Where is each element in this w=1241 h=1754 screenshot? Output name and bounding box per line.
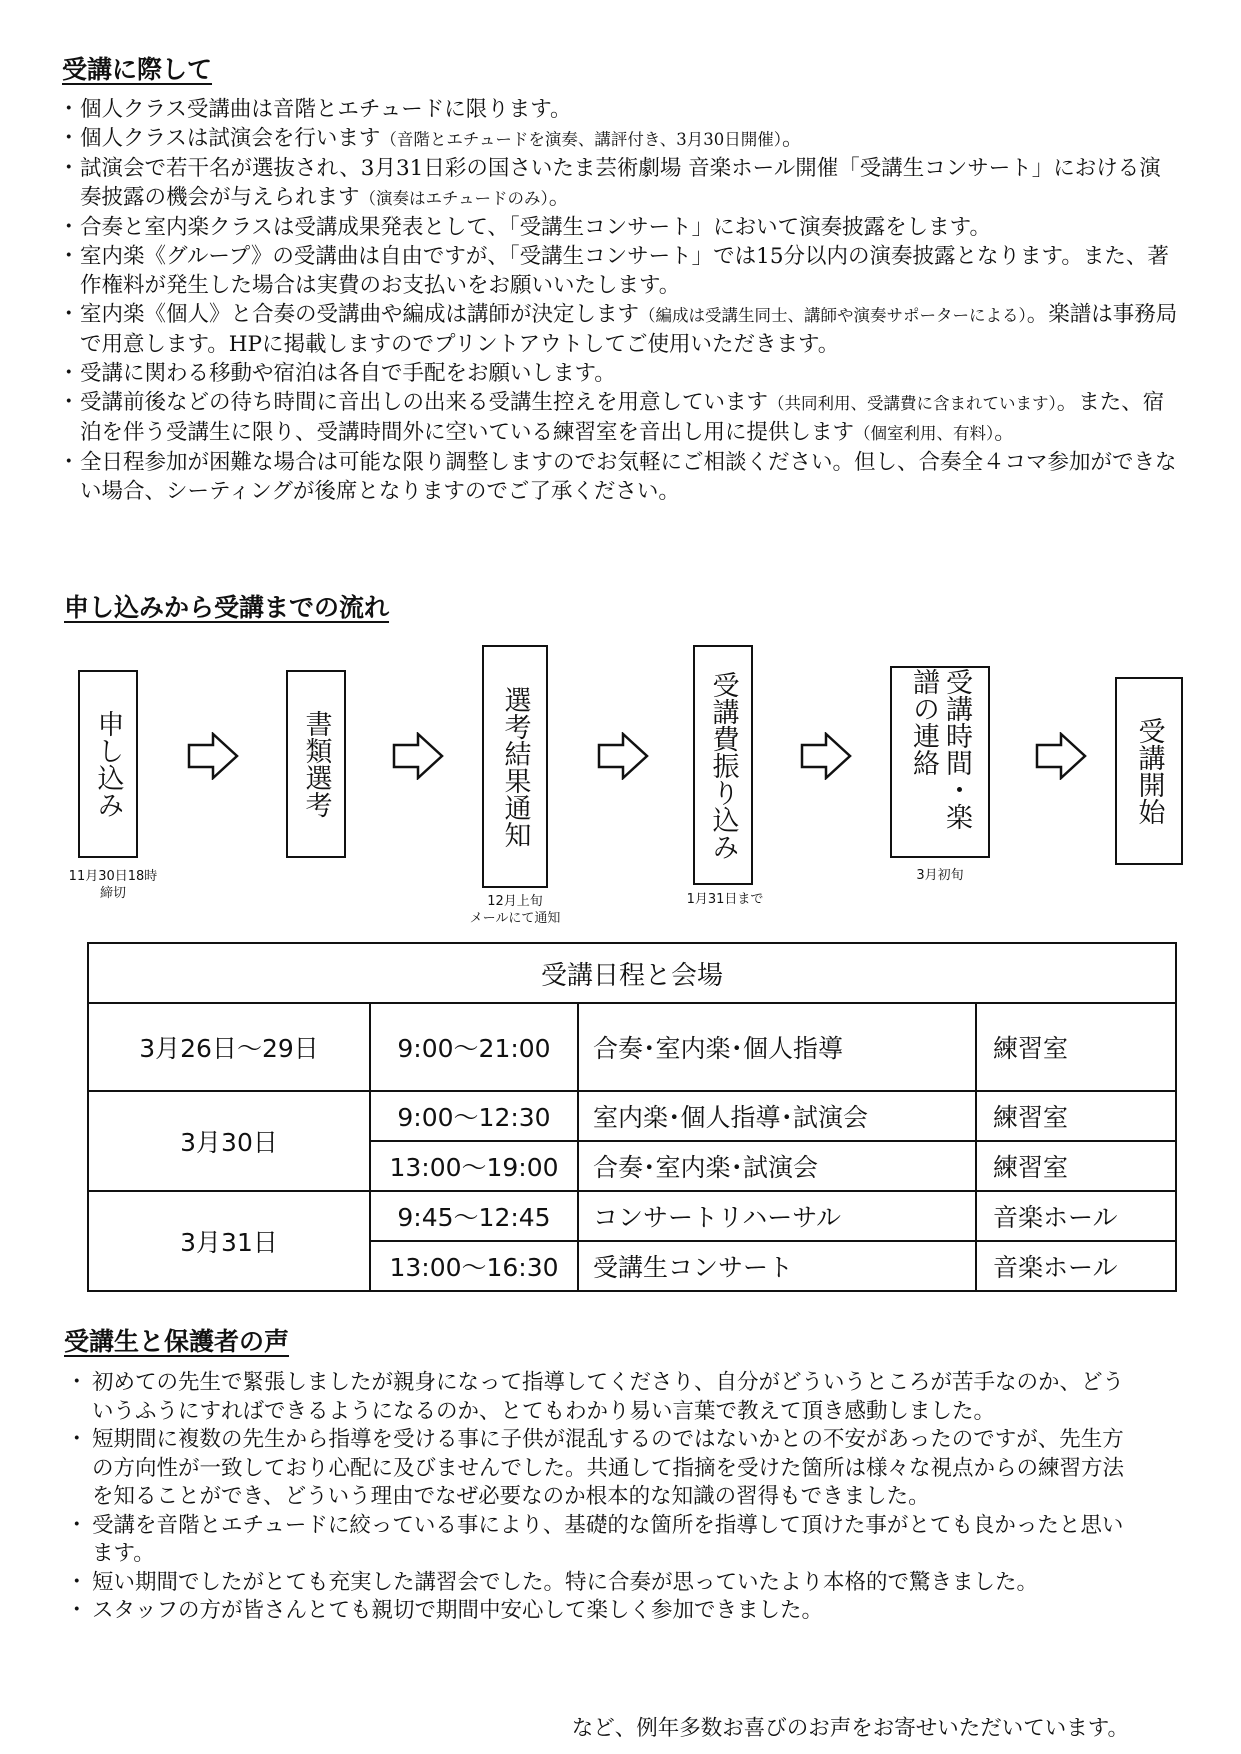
closing-text: など、例年多数お喜びのお声をお寄せいただいています。 [571,1716,1129,1741]
section-heading-flow: 申し込みから受講までの流れ [64,593,390,622]
list-item: ・ 全日程参加が困難な場合は可能な限り調整しますのでお気軽にご相談ください。但し、合奏全４コマ参加ができない場合、シーティングが後席となりますのでご了承ください。 [62,448,1180,506]
flow-step-start: 受講開始 [1115,677,1183,865]
table-row: 13:00～16:30 受講生コンサート 音楽ホール [88,1241,1176,1291]
table-row: 3月31日 9:45～12:45 コンサートリハーサル 音楽ホール [88,1191,1176,1241]
arrow-right-icon [597,732,649,780]
flow-step-contact: 受講時間・楽譜の連絡 [890,666,990,858]
flow-note-deadline: 11月30日18時 締切 [68,869,158,901]
list-item: ・ 室内楽《グループ》の受講曲は自由ですが、「受講生コンサート」では15分以内の演奏披露となります。また、著作権料が発生した場合は実費のお支払いをお願いいたします。 [62,242,1180,300]
flow-step-screening: 書類選考 [286,670,346,858]
section-heading-precautions: 受講に際して [62,55,213,84]
table-row: 3月30日 9:00～12:30 室内楽･個人指導･試演会 練習室 [88,1091,1176,1141]
section-heading-voices: 受講生と保護者の声 [64,1327,290,1356]
list-item: ・ スタッフの方が皆さんとても親切で期間中安心して楽しく参加できました。 [70,1597,1150,1626]
flow-step-payment: 受講費振り込み [693,645,753,885]
list-item: ・ 受講を音階とエチュードに絞っている事により、基礎的な箇所を指導して頂けた事がとても良かったと思います。 [70,1512,1142,1569]
list-item: ・ 短期間に複数の先生から指導を受ける事に子供が混乱するのではないかとの不安があったのですが、先生方の方向性が一致しており心配に及びませんでした。共通して指摘を受けた箇所は様々な視点からの練習方法を知ることができ、どういう理由でなぜ必要なのか根本的な知識の習得もできました。 [70,1426,1142,1512]
list-item: ・ 合奏と室内楽クラスは受講成果発表として、「受講生コンサート」において演奏披露をします。 [62,213,1192,242]
list-item: ・ 室内楽《個人》と合奏の受講曲や編成は講師が決定します（編成は受講生同士、講師や演奏サポーターによる）。楽譜は事務局で用意します。HPに掲載しますのでプリントアウトしてご使用いただきます。 [62,300,1190,359]
list-item: ・ 個人クラスは試演会を行います（音階とエチュードを演奏、講評付き、3月30日開催）。 [62,124,1192,154]
voices-list [70,1369,1150,1626]
list-item: ・ 試演会で若干名が選抜され、3月31日彩の国さいたま芸術劇場 音楽ホール開催「受講生コンサート」における演奏披露の機会が与えられます（演奏はエチュードのみ）。 [62,154,1180,213]
list-item: ・ 個人クラス受講曲は音階とエチュードに限ります。 [62,95,1192,124]
flow-note-contact: 3月初旬 [916,868,964,883]
arrow-right-icon [392,732,444,780]
table-row: 13:00～19:00 合奏･室内楽･試演会 練習室 [88,1141,1176,1191]
list-item: ・ 受講前後などの待ち時間に音出しの出来る受講生控えを用意しています（共同利用、受講費に含まれています）。また、宿泊を伴う受講生に限り、受講時間外に空いている練習室を音出し用に提供します（個室利用、有料）。 [62,388,1180,448]
arrow-right-icon [187,732,239,780]
flow-note-result: 12月上旬 メールにて通知 [469,894,561,926]
table-row: 3月26日～29日 9:00～21:00 合奏･室内楽･個人指導 練習室 [88,1003,1176,1091]
flow-step-result: 選考結果通知 [482,645,548,888]
list-item: ・ 初めての先生で緊張しましたが親身になって指導してくださり、自分がどういうところが苦手なのか、どういうふうにすればできるようになるのか、とてもわかり易い言葉で教えて頂き感動しました。 [70,1369,1142,1426]
precautions-list [62,95,1192,506]
list-item: ・ 短い期間でしたがとても充実した講習会でした。特に合奏が思っていたより本格的で驚きました。 [70,1569,1150,1598]
arrow-right-icon [800,732,852,780]
schedule-table [87,942,1177,1292]
flow-step-apply: 申し込み [78,670,138,858]
flow-note-payment: 1月31日まで [686,892,764,907]
schedule-title: 受講日程と会場 [88,943,1176,1003]
list-item: ・ 受講に関わる移動や宿泊は各自で手配をお願いします。 [62,359,1192,388]
arrow-right-icon [1035,732,1087,780]
